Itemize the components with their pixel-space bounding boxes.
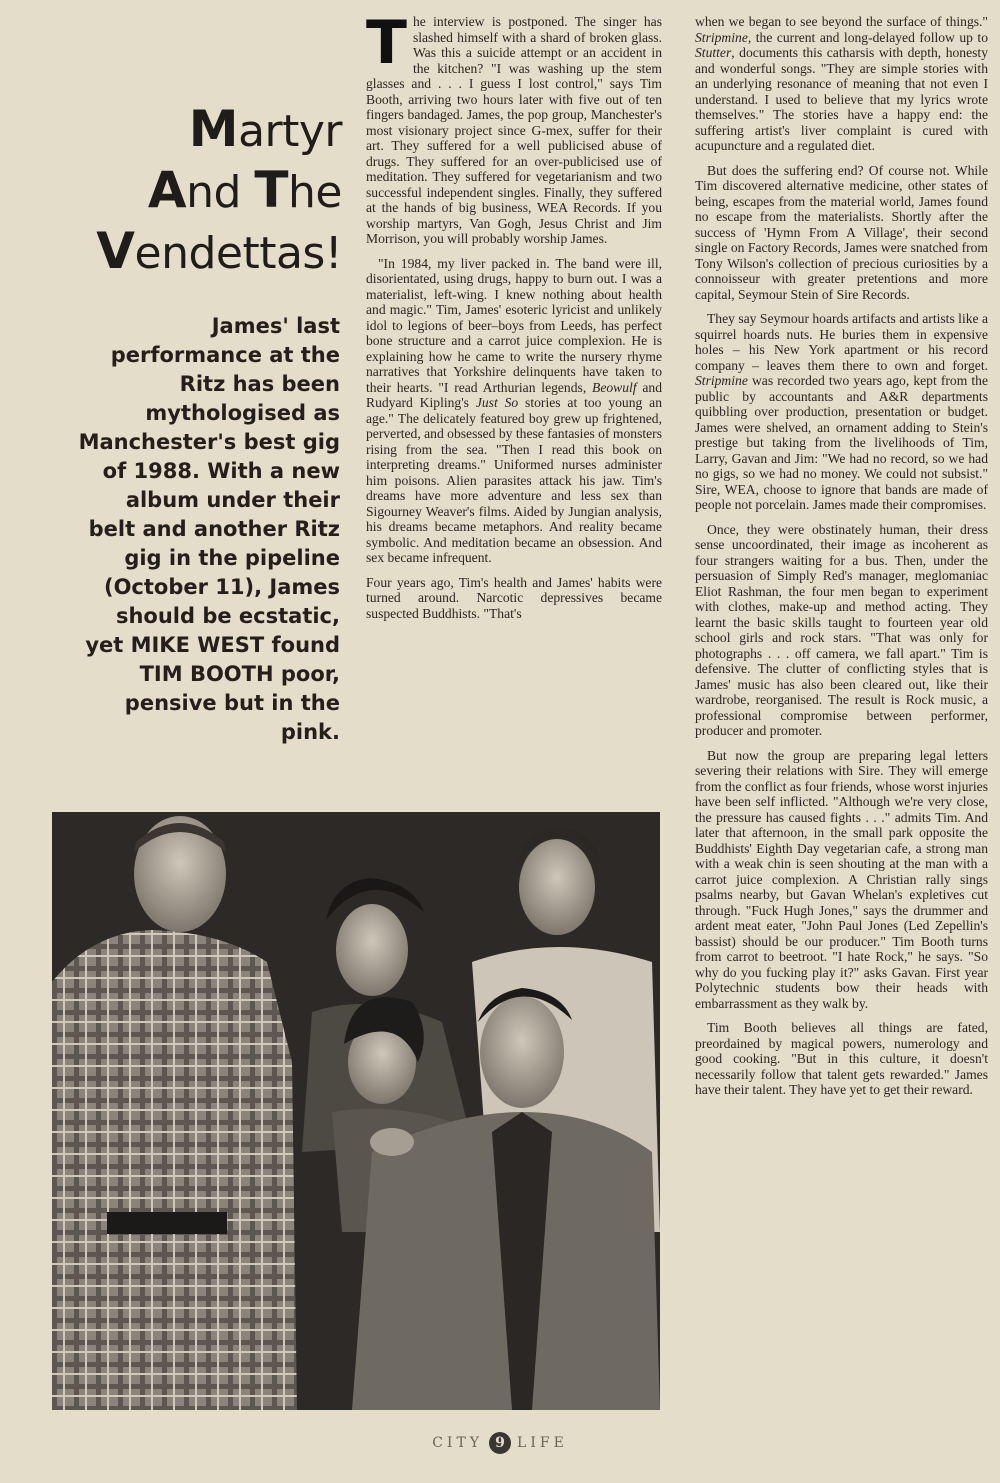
article-column-1 bbox=[366, 14, 662, 794]
standfirst: James' last performance at the Ritz has been mythologised as Manchester's best gig of 1988. With a new album under their belt and another Ritz gig in the pipeline (October 11), James should be ecstatic, yet MIKE WEST found TIM BOOTH poor, pensive but in the pink. bbox=[78, 314, 340, 744]
paragraph: But does the suffering end? Of course not. While Tim discovered alternative medicine, other states of being, escapes from the material world, James found no escape from the materialists. Shortly after the success of 'Hymn From A Village', their second single on Factory Records, James were snatched from Tony Wilson's collection of precious curiosities by a connoisseur with greater pretentions and more capital, Seymour Stein of Sire Records. bbox=[695, 162, 988, 302]
headline-line-1: Martyr bbox=[188, 100, 342, 158]
paragraph: when we began to see beyond the surface of things." Stripmine, the current and long-delayed follow up to Stutter, documents this catharsis with depth, honesty and wonderful songs. "They are simple stories with an underlying resonance of meaning that not even I understand. I used to believe that my lyrics wrote themselves." The stories have a happy end: the suffering artist's liver complaint is cured with acupuncture and a regulated diet. bbox=[695, 14, 988, 153]
drop-cap: T bbox=[366, 14, 407, 78]
page-number: 9 bbox=[489, 1432, 511, 1454]
headline bbox=[60, 100, 342, 283]
paragraph: Once, they were obstinately human, their dress sense uncoordinated, their image as incoherent as four strangers waiting for a bus. Then, under the persuasion of Simply Red's manager, meglomaniac Eliot Rashman, the four men began to experiment with clothes, make-up and method acting. They learnt the basic skills taught to fourteen year old school girls and rock stars. "That was only for photographs . . . off camera, we fall apart." Tim is defensive. The clutter of conflicting styles that is James' music has also been cleared out, like their wardrobe, reorganised. The result is Rock music, a professional compromise between performer, producer and promoter. bbox=[695, 521, 988, 738]
footer-brand-left: CITY bbox=[432, 1435, 484, 1451]
article-column-2 bbox=[695, 14, 988, 1414]
paragraph: Tim Booth believes all things are fated, preordained by magical powers, numerology and good cooking. "But in this culture, it doesn't necessarily follow that talent gets rewarded." James have their talent. They have yet to get their reward. bbox=[695, 1020, 988, 1097]
paragraph: "In 1984, my liver packed in. The band were ill, disorientated, using drugs, happy to burn out. I was a materialist, left-wing. I knew nothing about health and magic." Tim, James' esoteric lyricist and unlikely idol to legions of beer–boys from Leeds, has perfect bone structure and a carrot juice complexion. He is explaining how he came to write the nursery rhyme narratives that Yorkshire delinquents have taken to their hearts. "I read Arthurian legends, Beowulf and Rudyard Kipling's Just So stories at too young an age." The delicately featured boy grew up frightened, perverted, and obsessed by these fantasies of monsters rising from the sea. "Then I read this book on interpreting dreams." Uniformed nurses administer him poisons. Alien parasites attack his jaw. Tim's dreams have more adventure and less sex than Sigourney Weaver's films. Aided by Jungian analysis, his dreams became metaphors. And reality became symbolic. And meditation became an obsession. And sex became infrequent. bbox=[366, 255, 662, 565]
paragraph: They say Seymour hoards artifacts and artists like a squirrel hoards nuts. He buries them in expensive holes – his New York apartment or his record company – leaves them there to own and forget. Stripmine was recorded two years ago, kept from the public by accountants and A&R departments quibbling over production, presentation or budget. James were shelved, an ornament adding to Stein's prestige but taking from the livelihoods of Tim, Larry, Gavan and Jim: "We had no record, so we had no gigs, so we had no money. We could not subsist." Sire, WEA, choose to ignore that bands are made of people not porcelain. James made their compromises. bbox=[695, 311, 988, 512]
band-photo bbox=[52, 812, 660, 1410]
page-footer bbox=[0, 1432, 1000, 1454]
paragraph: But now the group are preparing legal letters severing their relations with Sire. They will emerge from the conflict as four friends, whose worst injuries have been self inflicted. "Although we're very close, the pressure has caused fights . . ." admits Tim. And later that afternoon, in the small park opposite the Buddhists' Eighth Day vegetarian cafe, a strong man with a weak chin is seen shouting at the man with a carrot juice complexion. A Christian rally sings psalms nearby, but Gavan Whelan's expletives cut through. "Fuck Hugh Jones," says the drummer and ardent meat eater, "John Paul Jones (Led Zepellin's bassist) should be our producer." Tim Booth turns from carrot to beetroot. "I hate Rock," he says. "So why do you fucking play it?" asks Gavan. First year Polytechnic students bow their heads with embarrassment as they walk by. bbox=[695, 747, 988, 1011]
footer-brand-right: LIFE bbox=[517, 1435, 568, 1451]
headline-line-3: Vendettas! bbox=[96, 222, 342, 280]
headline-line-2: And The bbox=[147, 161, 342, 219]
paragraph: The interview is postponed. The singer has slashed himself with a shard of broken glass. Was this a suicide attempt or an accident in the kitchen? "I was washing up the stem glasses and . . . I guess I lost control," says Tim Booth, arriving two hours later with five out of ten fingers bandaged. James, the pop group, Manchester's most visionary project since G-mex, suffer for their art. They suffered for a well publicised abuse of drugs. They suffered for an over-publicised use of meditation. They suffered for vegetarianism and two successful independent singles. Finally, they suffered at the hands of big business, WEA Records. If you worship martyrs, Van Gogh, Jesus Christ and Jim Morrison, you will probably worship James. bbox=[366, 14, 662, 246]
paragraph: Four years ago, Tim's health and James' habits were turned around. Narcotic depressives became suspected Buddhists. "That's bbox=[366, 574, 662, 621]
band-photo-illustration bbox=[52, 812, 660, 1410]
